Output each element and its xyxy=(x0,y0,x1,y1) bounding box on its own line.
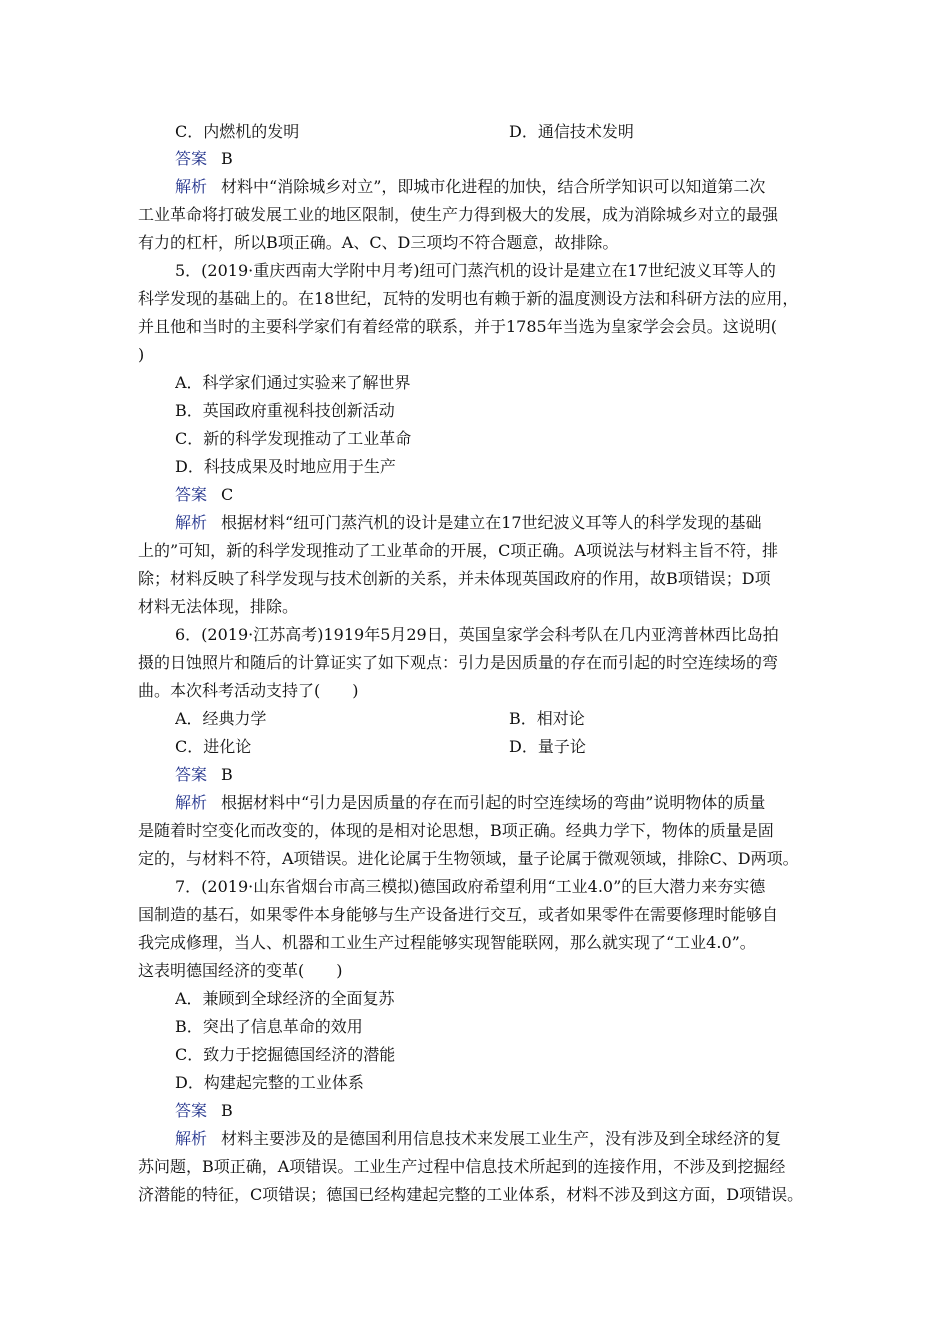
q5-stem-line: 5．(2019·重庆西南大学附中月考)纽可门蒸汽机的设计是建立在17世纪波义耳等人的 xyxy=(175,261,776,280)
q7-analysis-line: 苏问题，B项正确，A项错误。工业生产过程中信息技术所起到的连接作用，不涉及到挖掘经 xyxy=(138,1157,786,1176)
q5-analysis-line xyxy=(175,513,825,533)
analysis-label: 解析 xyxy=(175,513,208,532)
answer-value: B xyxy=(221,1101,233,1120)
q6-option-d: D．量子论 xyxy=(509,737,586,756)
answer-value: B xyxy=(221,765,233,784)
q6-option-a: A．经典力学 xyxy=(175,709,267,728)
q7-analysis-line: 济潜能的特征，C项错误；德国已经构建起完整的工业体系，材料不涉及到这方面，D项错误。 xyxy=(138,1185,804,1204)
q6-analysis-line xyxy=(175,793,825,813)
q7-stem-line: 这表明德国经济的变革( ) xyxy=(138,961,343,980)
q5-analysis-line: 上的”可知，新的科学发现推动了工业革命的开展，C项正确。A项说法与材料主旨不符，排 xyxy=(138,541,778,560)
q6-stem-line: 6．(2019·江苏高考)1919年5月29日，英国皇家学会科考队在几内亚湾普林西比岛拍 xyxy=(175,625,779,644)
q7-answer xyxy=(175,1101,825,1121)
q7-option-a: A．兼顾到全球经济的全面复苏 xyxy=(175,989,395,1008)
q6-stem-line: 曲。本次科考活动支持了( ) xyxy=(138,681,359,700)
q7-analysis-line xyxy=(175,1129,825,1149)
q5-analysis-line: 材料无法体现，排除。 xyxy=(138,597,299,616)
answer-label: 答案 xyxy=(175,1101,208,1120)
analysis-text: 根据材料中“引力是因质量的存在而引起的时空连续场的弯曲”说明物体的质量 xyxy=(221,793,766,812)
q6-stem-line: 摄的日蚀照片和随后的计算证实了如下观点：引力是因质量的存在而引起的时空连续场的弯 xyxy=(138,653,779,672)
q6-answer xyxy=(175,765,825,785)
q4-analysis-line: 有力的杠杆，所以B项正确。A、C、D三项均不符合题意，故排除。 xyxy=(138,233,619,252)
answer-value: B xyxy=(221,149,233,168)
q7-option-c: C．致力于挖掘德国经济的潜能 xyxy=(175,1045,396,1064)
q7-option-b: B．突出了信息革命的效用 xyxy=(175,1017,363,1036)
analysis-text: 材料中“消除城乡对立”，即城市化进程的加快，结合所学知识可以知道第二次 xyxy=(221,177,766,196)
q6-option-b: B．相对论 xyxy=(509,709,585,728)
q5-analysis-line: 除；材料反映了科学发现与技术创新的关系，并未体现英国政府的作用，故B项错误；D项 xyxy=(138,569,771,588)
q7-option-d: D．构建起完整的工业体系 xyxy=(175,1073,364,1092)
q5-answer xyxy=(175,485,825,505)
analysis-label: 解析 xyxy=(175,177,208,196)
q4-option-d: D．通信技术发明 xyxy=(509,122,634,141)
answer-label: 答案 xyxy=(175,149,208,168)
answer-value: C xyxy=(221,485,234,504)
q5-option-d: D．科技成果及时地应用于生产 xyxy=(175,457,396,476)
answer-label: 答案 xyxy=(175,485,208,504)
q7-stem-line: 我完成修理，当人、机器和工业生产过程能够实现智能联网，那么就实现了“工业4.0”。 xyxy=(138,933,756,952)
q6-analysis-line: 是随着时空变化而改变的，体现的是相对论思想，B项正确。经典力学下，物体的质量是固 xyxy=(138,821,774,840)
analysis-label: 解析 xyxy=(175,793,208,812)
q4-analysis-line: 工业革命将打破发展工业的地区限制，使生产力得到极大的发展，成为消除城乡对立的最强 xyxy=(138,205,779,224)
q4-answer xyxy=(175,149,825,169)
q5-stem-line: 科学发现的基础上的。在18世纪，瓦特的发明也有赖于新的温度测设方法和科研方法的应用， xyxy=(138,289,799,308)
q5-stem-line: ) xyxy=(138,345,145,364)
q5-option-a: A．科学家们通过实验来了解世界 xyxy=(175,373,411,392)
q7-stem-line: 7．(2019·山东省烟台市高三模拟)德国政府希望利用“工业4.0”的巨大潜力来夯实德 xyxy=(175,877,766,896)
q4-analysis-line xyxy=(175,177,825,197)
analysis-text: 材料主要涉及的是德国利用信息技术来发展工业生产，没有涉及到全球经济的复 xyxy=(221,1129,782,1148)
q6-analysis-line: 定的，与材料不符，A项错误。进化论属于生物领域，量子论属于微观领域，排除C、D两项。 xyxy=(138,849,799,868)
q5-option-c: C．新的科学发现推动了工业革命 xyxy=(175,429,412,448)
q6-option-c: C．进化论 xyxy=(175,737,252,756)
q4-option-c: C．内燃机的发明 xyxy=(175,122,300,141)
q5-stem-line: 并且他和当时的主要科学家们有着经常的联系，并于1785年当选为皇家学会会员。这说明( xyxy=(138,317,777,336)
q7-stem-line: 国制造的基石，如果零件本身能够与生产设备进行交互，或者如果零件在需要修理时能够自 xyxy=(138,905,779,924)
analysis-label: 解析 xyxy=(175,1129,208,1148)
q5-option-b: B．英国政府重视科技创新活动 xyxy=(175,401,395,420)
analysis-text: 根据材料“纽可门蒸汽机的设计是建立在17世纪波义耳等人的科学发现的基础 xyxy=(221,513,762,532)
answer-label: 答案 xyxy=(175,765,208,784)
